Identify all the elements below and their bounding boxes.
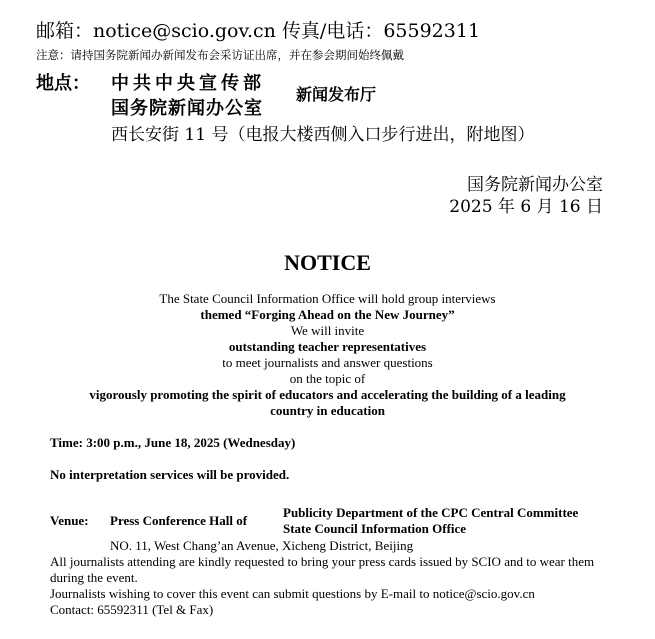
notice-line-meet: to meet journalists and answer questions [222,355,433,370]
location-address: 西长安街 11 号（电报大楼西侧入口步行进出，附地图） [111,125,535,145]
event-time: Time: 3:00 p.m., June 18, 2025 (Wednesday) [50,435,296,450]
interpretation-note: No interpretation services will be provided. [50,467,290,482]
venue-hall: Press Conference Hall of [110,513,248,528]
issue-date: 2025 年 6 月 16 日 [449,197,603,217]
issuer-name: 国务院新闻办公室 [467,175,603,195]
notice-title: NOTICE [284,250,371,275]
note-line: 注意：请持国务院新闻办新闻发布会采访证出席，并在参会期间始终佩戴 [36,48,404,62]
venue-label: Venue: [50,513,89,528]
notice-line-topic-cont: country in education [270,403,385,418]
venue-address: NO. 11, West Chang’an Avenue, Xicheng District, Beijing [110,538,414,553]
venue-org-scio: State Council Information Office [283,521,467,536]
location-label: 地点： [36,73,90,94]
questions-note: Journalists wishing to cover this event can submit questions by E-mail to notice@scio.gov.cn [50,586,535,601]
notice-line-topic-intro: on the topic of [289,371,366,386]
venue-org-publicity-dept: Publicity Department of the CPC Central Committee [283,505,579,520]
notice-line-guests: outstanding teacher representatives [228,339,427,354]
contact-line: 邮箱：notice@scio.gov.cn 传真/电话：65592311 [36,20,481,42]
contact-info: Contact: 65592311 (Tel & Fax) [50,602,214,617]
notice-line-invite: We will invite [290,323,365,338]
notice-line-interviews: The State Council Information Office will hold group interviews [159,291,496,306]
press-card-note: All journalists attending are kindly requested to bring your press cards issued by SCIO and to wear them during the event. [50,554,595,585]
location-org-scio: 国务院新闻办公室 [111,98,263,119]
location-org-publicity-dept: 中共中央宣传部 [111,73,265,94]
notice-line-theme: themed “Forging Ahead on the New Journey” [200,307,455,322]
location-hall: 新闻发布厅 [296,85,377,104]
notice-line-topic: vigorously promoting the spirit of educators and accelerating the building of a leading [89,387,566,402]
